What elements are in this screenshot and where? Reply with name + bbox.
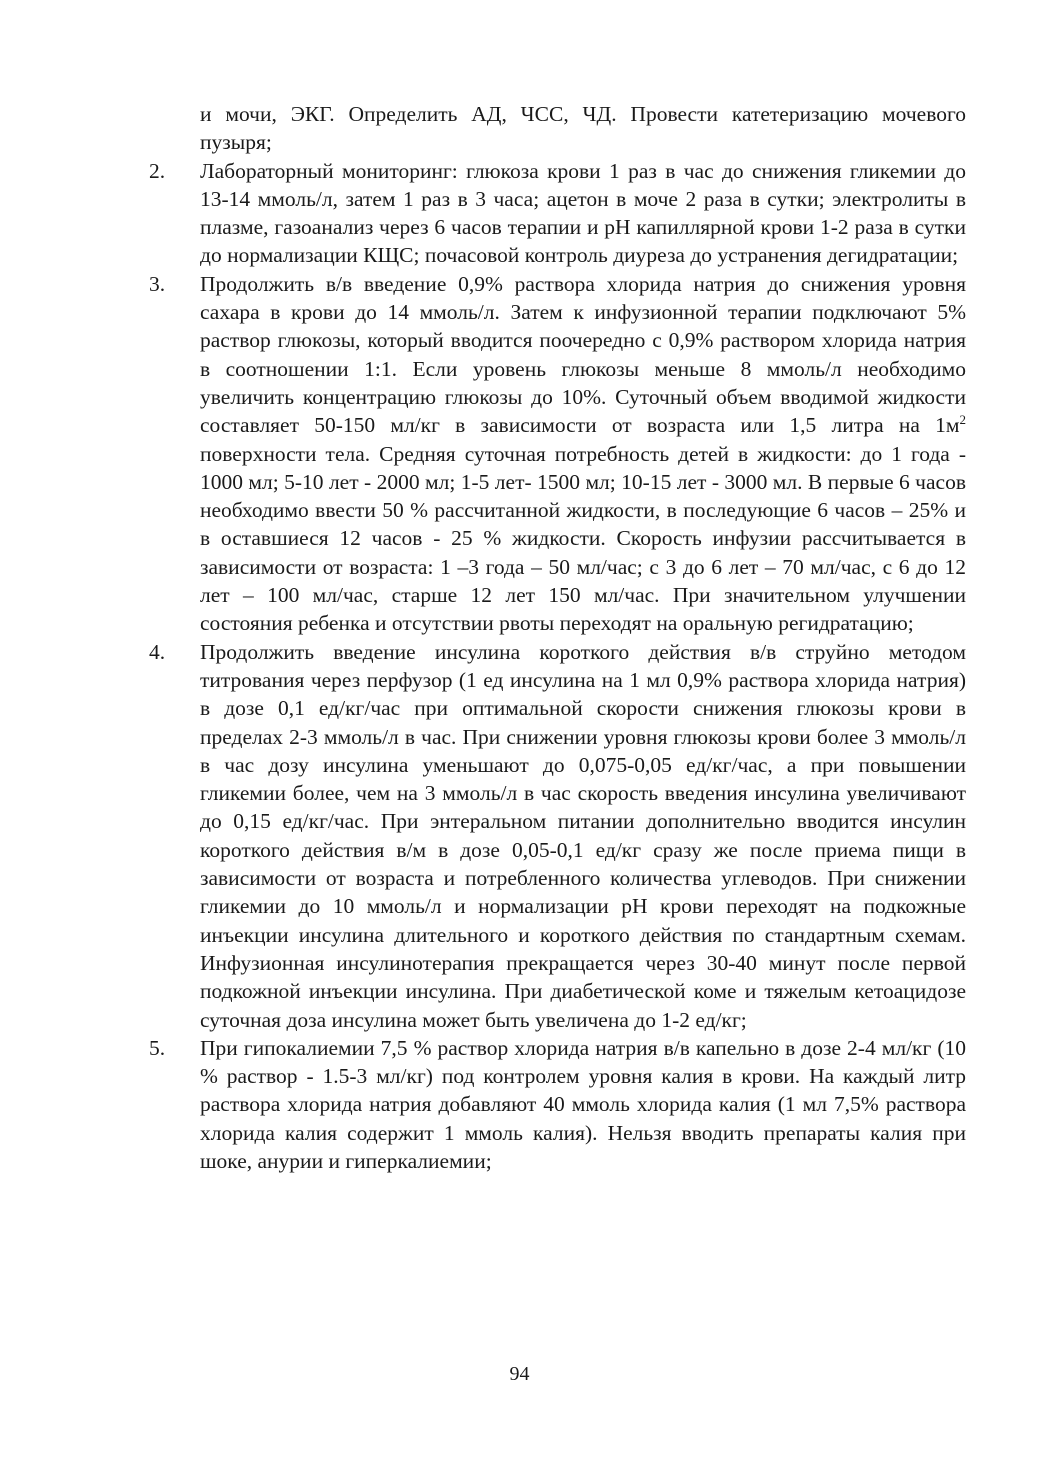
list-item-text: Продолжить введение инсулина короткого действия в/в струйно методом титрования через перфузор (1 ед инсулина на 1 мл 0,9% раствора хлорида натрия) в дозе 0,1 ед/кг/час при оптимальной скорости снижения глюкозы крови в пределах 2-3 ммоль/л в час. При снижении уровня глюкозы крови более 3 ммоль/л в час дозу инсулина уменьшают до 0,075-0,05 ед/кг/час, а при повышении гликемии более, чем на 3 ммоль/л в час скорость введения инсулина увеличивают до 0,15 ед/кг/час. При энтеральном питании дополнительно вводится инсулин короткого действия в/м в дозе 0,05-0,1 ед/кг сразу же после приема пищи в зависимости от возраста и потребленного количества углеводов. При снижении гликемии до 10 ммоль/л и нормализации pH крови переходят на подкожные инъекции инсулина длительного и короткого действия по стандартным схемам. Инфузионная инсулинотерапия прекращается через 30-40 минут после первой подкожной инъекции инсулина. При диабетической коме и тяжелым кетоацидозе суточная доза инсулина может быть увеличена до 1-2 ед/кг; bbox=[200, 639, 966, 1032]
list-item-text-part: поверхности тела. Средняя суточная потребность детей в жидкости: до 1 года - 1000 мл; 5-10 лет - 2000 мл; 1-5 лет- 1500 мл; 10-15 лет - 3000 мл. В первые 6 часов необходимо ввести 50 % рассчитанной жидкости, в последующие 6 часов – 25% и в оставшиеся 12 часов - 25 % жидкости. Скорость инфузии рассчитывается в зависимости от возраста: 1 –3 года – 50 мл/час; с 3 до 6 лет – 70 мл/час, с 6 до 12 лет – 100 мл/час, старше 12 лет 150 мл/час. При значительном улучшении состояния ребенка и отсутствии рвоты переходят на оральную регидратацию; bbox=[200, 441, 966, 636]
superscript: 2 bbox=[959, 412, 966, 428]
list-item-text: Лабораторный мониторинг: глюкоза крови 1 раз в час до снижения гликемии до 13-14 ммоль/л, затем 1 раз в 3 часа; ацетон в моче 2 раза в сутки; электролиты в плазме, газоанализ через 6 часов терапии и pH капиллярной крови 1-2 раза в сутки до нормализации КЩС; почасовой контроль диуреза до устранения дегидратации; bbox=[200, 158, 966, 268]
list-item-text: При гипокалиемии 7,5 % раствор хлорида натрия в/в капельно в дозе 2-4 мл/кг (10 % раствор - 1.5-3 мл/кг) под контролем уровня калия в крови. На каждый литр раствора хлорида натрия добавляют 40 ммоль хлорида калия (1 мл 7,5% раствора хлорида калия содержит 1 ммоль калия). Нельзя вводить препараты калия при шоке, анурии и гиперкалиемии; bbox=[200, 1035, 966, 1173]
list-item-number: 3. bbox=[149, 271, 166, 296]
list-item bbox=[149, 638, 966, 1034]
page-body bbox=[149, 100, 966, 1175]
list-item bbox=[149, 157, 966, 270]
list-item bbox=[149, 1034, 966, 1175]
list-item-number: 2. bbox=[149, 158, 166, 183]
page-number: 94 bbox=[509, 1363, 530, 1385]
list-item-text-part: Продолжить в/в введение 0,9% раствора хлорида натрия до снижения уровня сахара в крови до 14 ммоль/л. Затем к инфузионной терапии подключают 5% раствор глюкозы, который вводится поочередно с 0,9% раствором хлорида натрия в соотношении 1:1. Если уровень глюкозы меньше 8 ммоль/л необходимо увеличить концентрацию глюкозы до 10%. Суточный объем вводимой жидкости составляет 50-150 мл/кг в зависимости от возраста или 1,5 литра на 1м bbox=[200, 271, 966, 438]
list-item-text bbox=[200, 270, 966, 638]
list-item-number: 4. bbox=[149, 639, 166, 664]
list-item bbox=[149, 270, 966, 638]
continuation-paragraph: и мочи, ЭКГ. Определить АД, ЧСС, ЧД. Провести катетеризацию мочевого пузыря; bbox=[200, 102, 966, 155]
list-item-number: 5. bbox=[149, 1035, 166, 1060]
